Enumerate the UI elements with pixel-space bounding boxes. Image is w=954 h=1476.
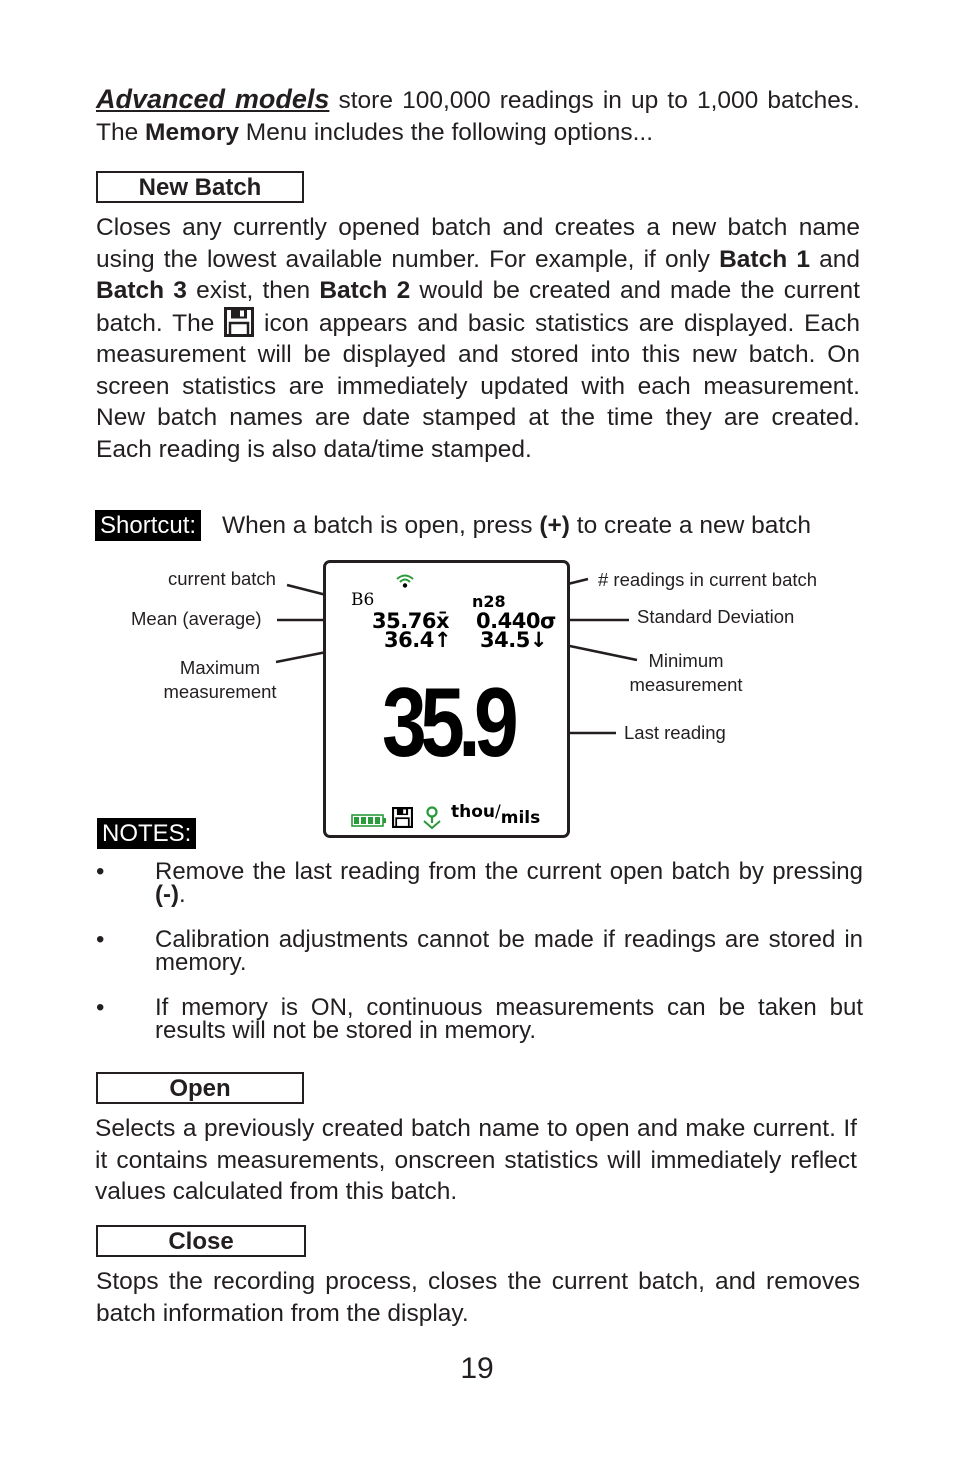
std-symbol: σ <box>539 609 556 633</box>
label-maximum: Maximum measurement <box>163 657 277 702</box>
open-description: Selects a previously created batch name to open and make current. If it contains measurements, onscreen statistics will immediately reflect values calculated from this batch. <box>95 1115 857 1205</box>
mean-value: 35.76x̄ <box>372 609 449 633</box>
page-number: 19 <box>460 1352 494 1385</box>
label-readings-count: # readings in current batch <box>598 569 818 590</box>
signal-icon <box>395 573 415 589</box>
notes-list <box>96 860 863 1064</box>
label-last-reading: Last reading <box>624 722 726 743</box>
min-value: 34.5↓ <box>480 628 547 652</box>
note-item: • Remove the last reading from the current open batch by pressing (-). <box>96 858 863 908</box>
last-reading-value: 35.9 <box>382 667 513 777</box>
open-heading: Open <box>96 1072 304 1104</box>
max-symbol: ↑ <box>433 628 451 652</box>
bullet: • <box>96 994 105 1021</box>
mean-symbol: x̄ <box>435 609 449 633</box>
memory-term: Memory <box>145 118 239 146</box>
battery-icon <box>351 814 387 827</box>
bullet: • <box>96 858 105 885</box>
batch-number: B6 <box>351 590 375 610</box>
gauge-display <box>323 560 570 838</box>
intro-paragraph: Advanced models store 100,000 readings in up to 1,000 batches. The Memory Menu includes the following options... <box>96 84 860 146</box>
unit-label: thou/mils <box>451 802 541 828</box>
close-description: Stops the recording process, closes the current batch, and removes batch information from the display. <box>96 1268 860 1327</box>
notes-tag: NOTES: <box>97 818 196 849</box>
max-value: 36.4↑ <box>384 628 451 652</box>
save-icon <box>392 807 413 828</box>
new-batch-heading: New Batch <box>96 171 304 203</box>
std-dev-value: 0.440σ <box>476 609 556 633</box>
label-standard-deviation: Standard Deviation <box>637 606 795 627</box>
label-current-batch: current batch <box>168 568 276 589</box>
bullet: • <box>96 926 105 953</box>
new-batch-description: Closes any currently opened batch and creates a new batch name using the lowest available number. For example, if only Batch 1 and Batch 3 exist, then Batch 2 would be created and made the current batch. The icon appears and basic statistics are displayed. Each measurement will be displayed and stored into this new batch. On screen statistics are immediately updated with each measurement. New batch names are date stamped at the time they are created. Each reading is also data/time stamped. <box>96 214 860 463</box>
probe-icon <box>421 806 445 830</box>
label-minimum: Minimum measurement <box>629 650 743 695</box>
note-item: • Calibration adjustments cannot be made if readings are stored in memory. <box>96 926 863 976</box>
intro-title: Advanced models <box>96 84 330 114</box>
readings-count: n28 <box>472 592 506 611</box>
shortcut-text: When a batch is open, press (+) to create a new batch <box>222 512 812 539</box>
close-heading: Close <box>96 1225 306 1257</box>
shortcut-tag: Shortcut: <box>95 510 201 541</box>
label-mean: Mean (average) <box>131 608 262 629</box>
min-symbol: ↓ <box>529 628 547 652</box>
note-item: • If memory is ON, continuous measurements can be taken but results will not be stored in memory. <box>96 994 863 1044</box>
